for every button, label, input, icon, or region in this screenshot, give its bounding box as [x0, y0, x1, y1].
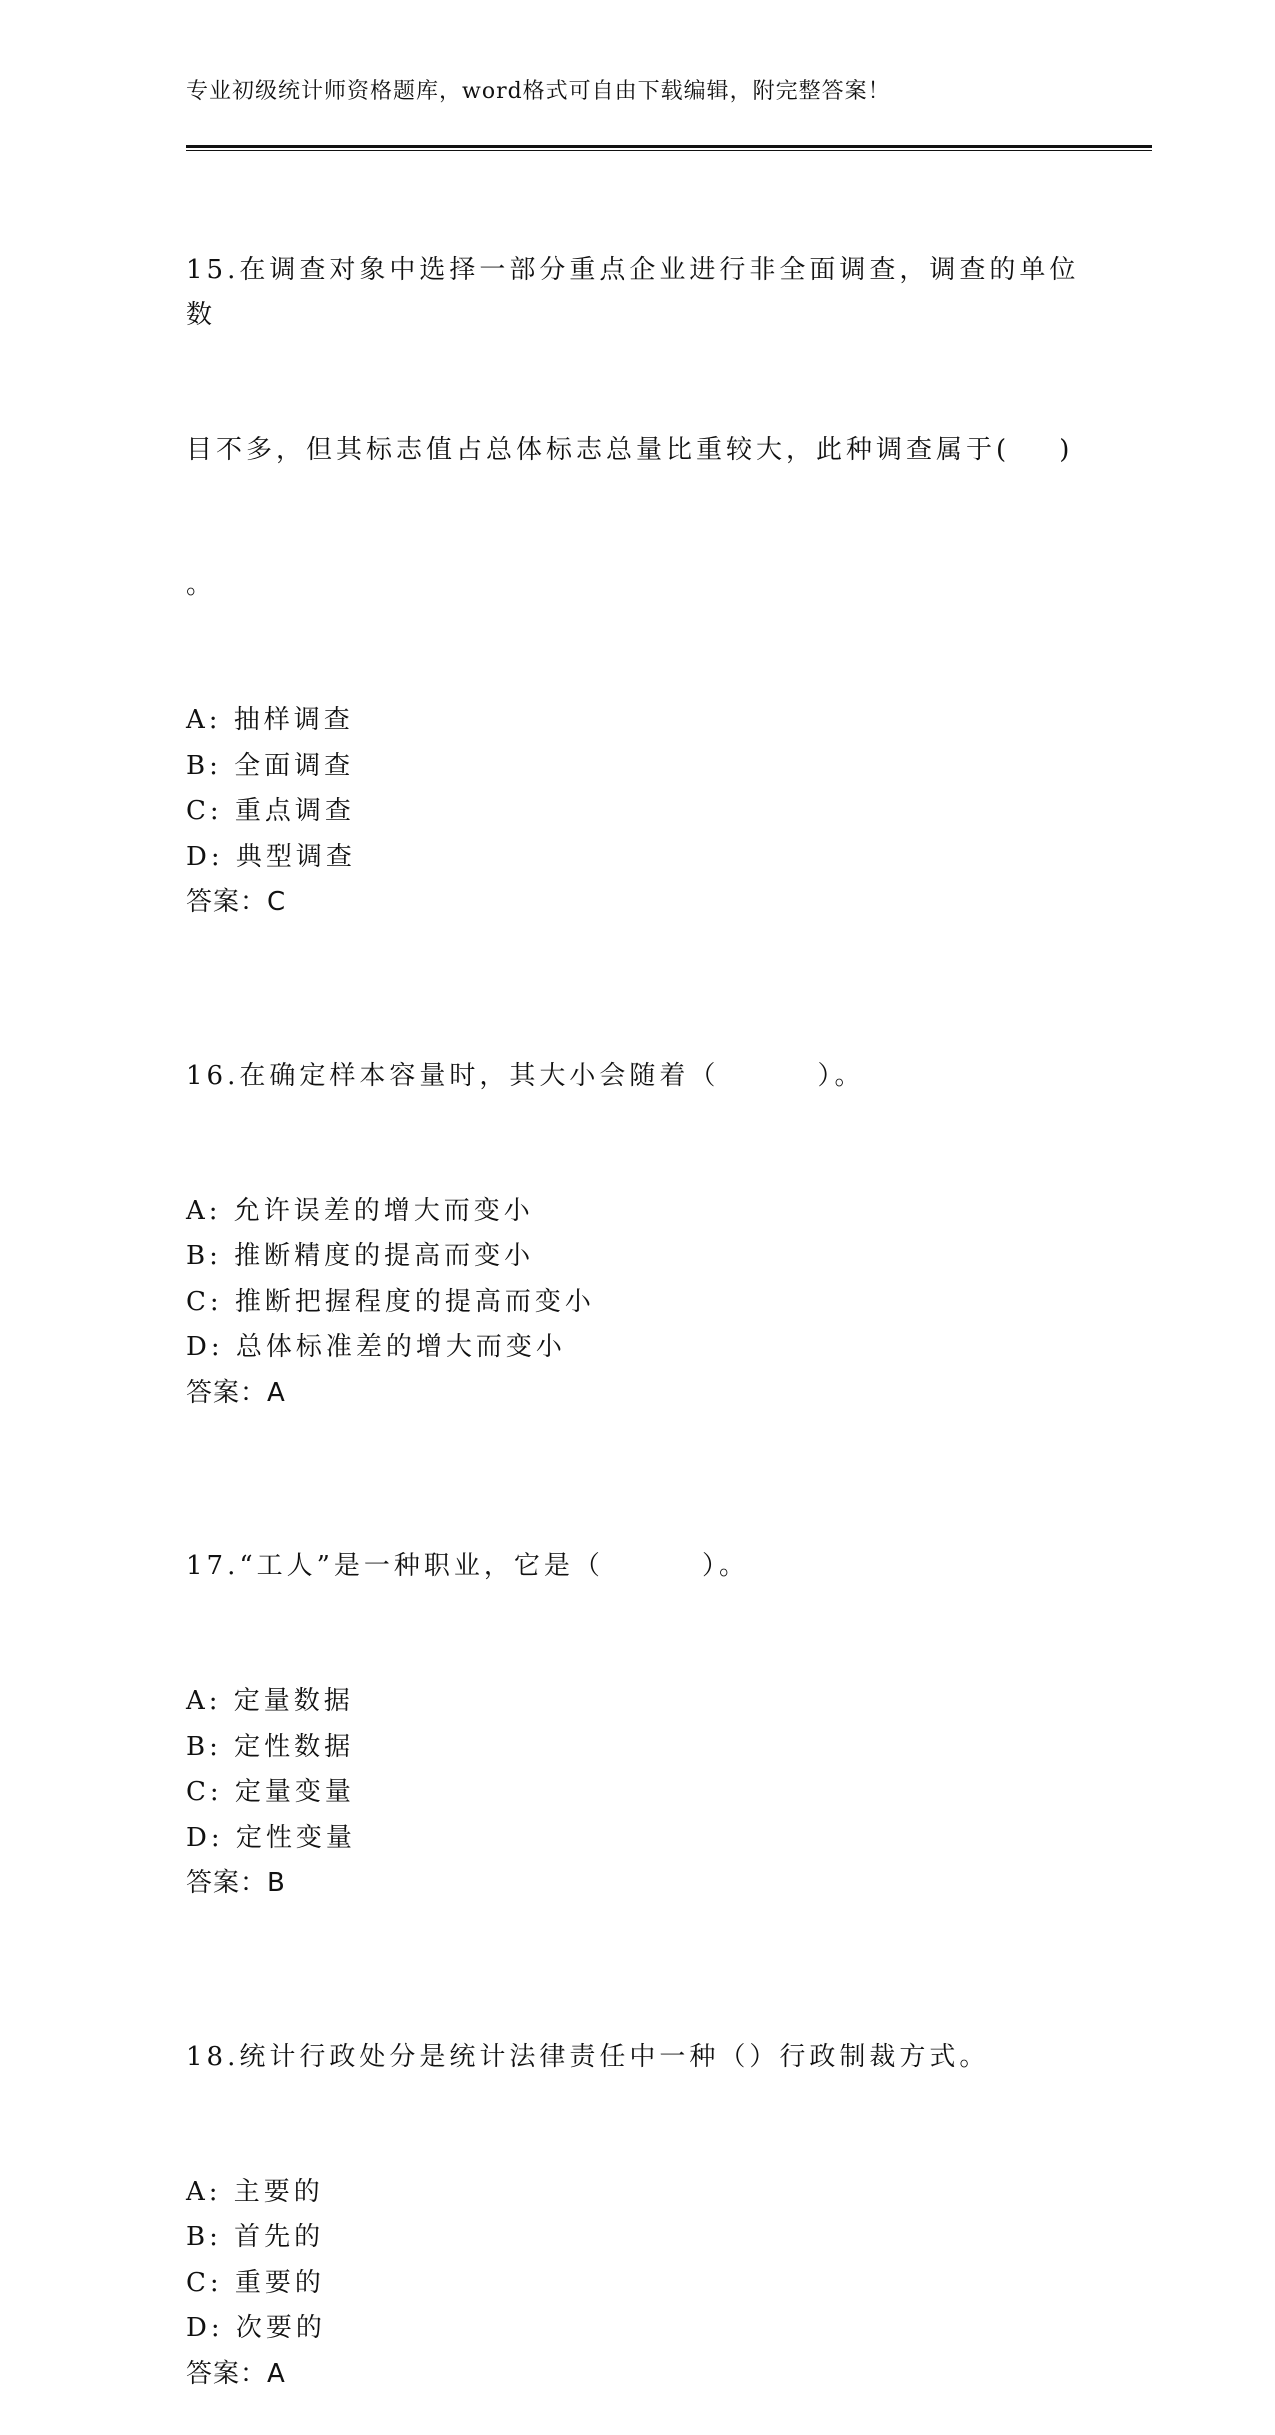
question-16 — [186, 964, 1086, 1417]
stem-line: 17.“工人”是一种职业，它是（ ）。 — [186, 1551, 750, 1581]
option-c: C: 推断把握程度的提高而变小 — [186, 1286, 595, 1317]
question-17 — [186, 1454, 1086, 1907]
question-stem — [186, 158, 1086, 698]
question-15 — [186, 158, 1086, 926]
stem-line: 18.统计行政处分是统计法律责任中一种（）行政制裁方式。 — [186, 2041, 990, 2072]
question-list — [186, 158, 1086, 2435]
option-b: B: 推断精度的提高而变小 — [186, 1241, 535, 1271]
question-18 — [186, 1945, 1086, 2398]
answer-line: 答案：A — [186, 2358, 286, 2389]
header-rule-thick — [186, 145, 1152, 148]
option-c: C: 重点调查 — [186, 796, 355, 826]
question-stem — [186, 964, 1086, 1189]
option-a: A: 抽样调查 — [186, 705, 354, 735]
option-d: D: 典型调查 — [186, 841, 356, 872]
option-d: D: 定性变量 — [186, 1822, 356, 1853]
option-c: C: 定量变量 — [186, 1777, 355, 1807]
stem-line: 15.在调查对象中选择一部分重点企业进行非全面调查，调查的单位数 — [186, 255, 1080, 330]
answer-line: 答案：A — [186, 1377, 286, 1408]
question-stem — [186, 1454, 1086, 1679]
question-stem — [186, 1945, 1086, 2170]
answer-line: 答案：B — [186, 1868, 286, 1898]
option-d: D: 次要的 — [186, 2313, 326, 2343]
stem-line: 16.在确定样本容量时，其大小会随着（ ）。 — [186, 1060, 865, 1091]
option-a: A: 定量数据 — [186, 1686, 354, 1716]
document-header: 专业初级统计师资格题库，word格式可自由下载编辑，附完整答案！ — [186, 79, 891, 104]
stem-line: 。 — [186, 570, 217, 600]
option-a: A: 允许误差的增大而变小 — [186, 1195, 534, 1226]
option-b: B: 定性数据 — [186, 1731, 355, 1762]
option-b: B: 全面调查 — [186, 750, 355, 781]
header-rule-thin — [186, 150, 1152, 151]
option-b: B: 首先的 — [186, 2222, 325, 2252]
stem-line: 目不多，但其标志值占总体标志总量比重较大，此种调查属于( ) — [186, 435, 1074, 465]
answer-line: 答案：C — [186, 887, 287, 917]
option-c: C: 重要的 — [186, 2267, 325, 2298]
option-d: D: 总体标准差的增大而变小 — [186, 1332, 566, 1362]
option-a: A: 主要的 — [186, 2176, 324, 2207]
